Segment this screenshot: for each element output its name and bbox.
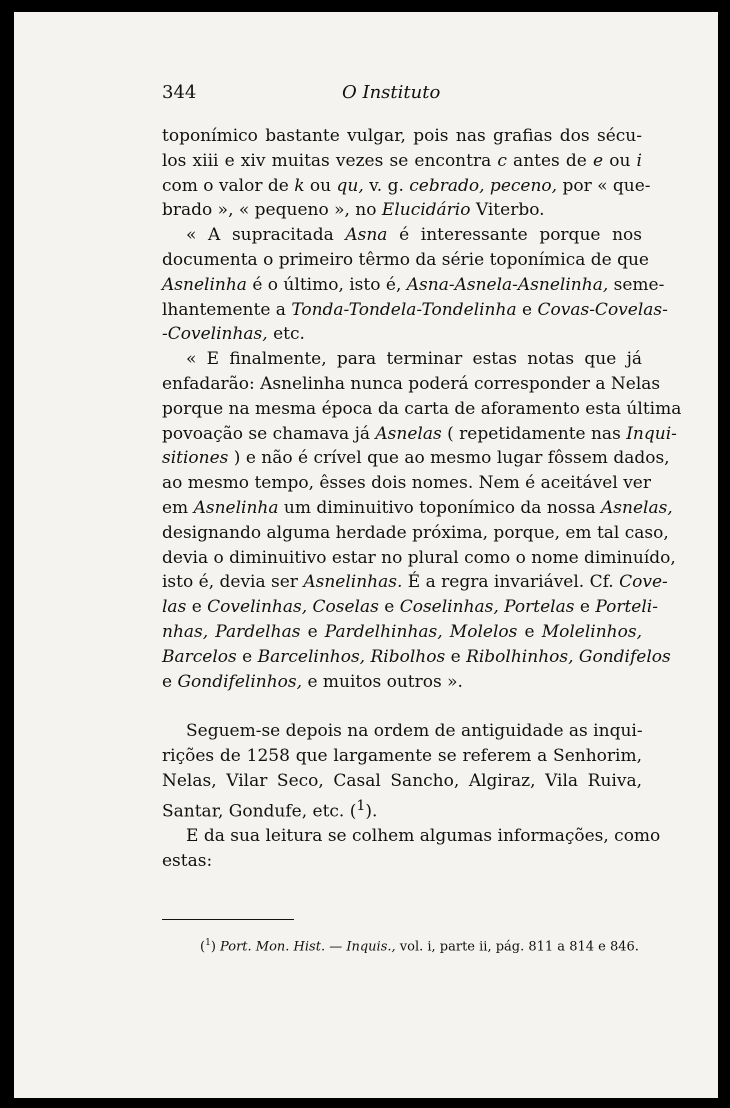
text-run: e muitos outros ». [302,671,463,692]
text-run: ou [304,175,337,196]
text-run: ) [210,939,221,955]
italic-run: Asnelas [375,423,442,444]
italic-run: Molelinhos, [541,621,642,642]
text-line [162,471,651,496]
text-run: ). [365,801,378,822]
italic-run: Covelinhas, Coselas [207,597,379,618]
text-run: e [517,621,542,642]
text-line [162,824,661,849]
text-line [162,174,651,199]
text-run: ao mesmo tempo, êsses dois nomes. Nem é aceitável ver [162,473,651,494]
text-run: e [574,597,596,618]
text-run: por « que- [557,175,651,196]
footnote-ref: 1 [205,938,211,948]
italic-run: Cove- [619,572,668,593]
italic-run: -Covelinhas, [162,324,268,345]
italic-run: Tonda-Tondela-Tondelinha [291,299,517,320]
text-run: porque na mesma época da carta de aforamento esta última [162,398,682,419]
text-run: rições de 1258 que largamente se referem a Senhorim, [162,745,642,766]
text-line [162,223,642,248]
text-run: documenta o primeiro têrmo da série toponímica de que [162,249,649,270]
text-line [162,422,677,447]
italic-run: sitiones [162,448,229,469]
text-run: isto é, devia ser [162,572,304,593]
italic-run: i [636,150,642,171]
text-run: com o valor de [162,175,295,196]
text-line [162,670,642,695]
text-run: e [300,621,325,642]
footnote [200,938,639,954]
italic-run: k [294,175,305,196]
text-run: ou [603,150,637,171]
italic-run: Port. Mon. Hist. — Inquis., [220,939,396,955]
text-line [162,794,642,824]
italic-run: Barcelos [162,646,237,667]
text-line [162,849,642,874]
italic-run: Pardelhinhas, Molelos [324,621,518,642]
text-run: e [445,646,467,667]
italic-run: nhas, Pardelhas [162,621,301,642]
italic-run: Gondifelinhos, [177,671,303,692]
italic-run: las [162,597,187,618]
text-line [162,298,668,323]
text-run: em [162,497,194,518]
text-run: Nelas, Vilar Seco, Casal Sancho, Algiraz, Vila Ruiva, [162,770,642,791]
text-run: Santar, Gondufe, etc. ( [162,801,357,822]
text-run: los xiii e xiv muitas vezes se encontra [162,150,498,171]
text-line [162,397,682,422]
text-line [162,149,642,174]
text-run: e [186,597,208,618]
page-number: 344 [162,82,197,103]
footnote-rule [162,919,294,920]
text-run: vol. i, parte ii, pág. 811 a 814 e 846. [395,939,639,955]
book-page [14,12,718,1098]
body-text [162,124,682,874]
italic-run: Asnelinha [193,497,279,518]
italic-run: Elucidário [381,200,471,221]
italic-run: Barcelinhos, Ribolhos [257,646,446,667]
text-run: etc. [267,324,305,345]
italic-run: Asnelinha [162,274,247,295]
text-line [162,248,649,273]
text-run: antes de [506,150,593,171]
text-run: e [162,671,178,692]
italic-run: Covas-Covelas- [537,299,668,320]
italic-run: Coselinhas, Portelas [399,597,575,618]
footnote-ref: 1 [356,797,366,814]
text-run: é o último, isto é, [246,274,407,295]
text-run: lhantemente a [162,299,292,320]
text-line [162,521,669,546]
text-run: povoação se chamava já [162,423,376,444]
text-run: seme- [608,274,665,295]
text-run: E da sua leitura se colhem algumas informações, como [186,825,661,846]
text-run: e [516,299,538,320]
text-run: É a regra invariável. Cf. [402,572,620,593]
italic-run: c [497,150,507,171]
text-run: Seguem-se depois na ordem de antiguidade as inqui- [186,721,643,742]
text-run: enfadarão: Asnelinha nunca poderá corresponder a Nelas [162,373,661,394]
italic-run: Porteli- [595,597,658,618]
text-run: designando alguma herdade próxima, porque, em tal caso, [162,522,669,543]
text-line [162,719,642,744]
text-line [162,446,670,471]
italic-run: Asnelas, [601,497,673,518]
text-run: toponímico bastante vulgar, pois nas grafias dos sécu- [162,126,642,146]
text-line [162,546,676,571]
italic-run: qu, [336,175,364,196]
text-line [162,496,673,521]
text-run: ( [200,939,206,955]
text-run: um diminuitivo toponímico da nossa [278,497,601,518]
text-line [162,322,642,347]
text-run: « A supracitada [186,225,346,246]
text-line [162,198,642,223]
text-run: ) e não é crível que ao mesmo lugar fôssem dados, [228,448,670,469]
text-run: v. g. [363,175,410,196]
text-line [162,645,671,670]
text-line [162,620,642,645]
page-header [162,82,652,112]
text-line [162,744,642,769]
text-run: ( repetidamente nas [441,423,627,444]
italic-run: Asna-Asnela-Asnelinha, [406,274,609,295]
text-line [162,347,642,372]
running-title: O Instituto [342,82,441,103]
text-run: é interessante porque nos [387,225,642,246]
text-line [162,124,642,149]
text-line [162,273,665,298]
text-run: « E finalmente, para terminar estas notas que já [186,349,642,370]
italic-run: Ribolhinhos, Gondifelos [466,646,671,667]
text-run: e [378,597,400,618]
italic-run: cebrado, peceno, [409,175,558,196]
text-run: brado », « pequeno », no [162,200,382,221]
text-run: Viterbo. [470,200,545,221]
italic-run: Asnelinhas. [303,572,403,593]
italic-run: Asna [345,225,388,246]
text-line [162,595,658,620]
text-line [162,372,661,397]
text-run: e [236,646,258,667]
text-run: devia o diminuitivo estar no plural como o nome diminuído, [162,547,676,568]
paragraph-gap [162,694,642,719]
italic-run: Inqui- [626,423,677,444]
text-run: estas: [162,850,213,871]
text-line [162,769,642,794]
italic-run: e [593,150,604,171]
text-line [162,570,668,595]
